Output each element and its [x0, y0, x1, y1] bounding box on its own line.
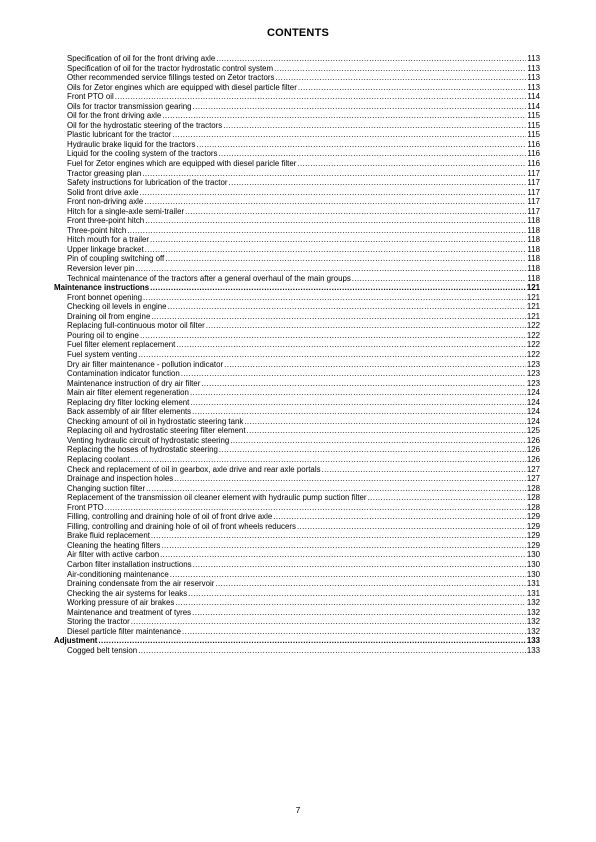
- dot-leader: [151, 312, 525, 322]
- toc-entry-page: 117: [527, 197, 540, 207]
- dot-leader: [192, 608, 526, 618]
- toc-entry[interactable]: [54, 627, 540, 637]
- toc-section-entry[interactable]: [54, 636, 540, 646]
- dot-leader: [142, 169, 526, 179]
- toc-entry[interactable]: [54, 608, 540, 618]
- toc-entry-page: 118: [527, 216, 540, 226]
- toc-entry[interactable]: [54, 579, 540, 589]
- dot-leader: [275, 73, 526, 83]
- toc-entry-title: Fuel for Zetor engines which are equipped with diesel paricle filter: [67, 159, 297, 169]
- dot-leader: [150, 283, 526, 293]
- toc-entry[interactable]: [54, 379, 540, 389]
- toc-entry-title: Hitch mouth for a trailer: [67, 235, 150, 245]
- toc-entry-title: Oil for the front driving axle: [67, 111, 162, 121]
- dot-leader: [140, 188, 527, 198]
- table-of-contents: [54, 54, 540, 655]
- toc-entry-title: Checking oil levels in engine: [67, 302, 167, 312]
- dot-leader: [298, 83, 527, 93]
- toc-entry-title: Other recommended service fillings tested on Zetor tractors: [67, 73, 275, 83]
- dot-leader: [150, 235, 526, 245]
- toc-entry[interactable]: [54, 197, 540, 207]
- toc-entry[interactable]: [54, 465, 540, 475]
- dot-leader: [170, 570, 526, 580]
- dot-leader: [297, 159, 526, 169]
- toc-entry[interactable]: [54, 407, 540, 417]
- toc-entry-title: Main air filter element regeneration: [67, 388, 189, 398]
- toc-entry-title: Checking the air systems for leaks: [67, 588, 188, 598]
- dot-leader: [161, 541, 525, 551]
- toc-entry-title: Replacement of the transmission oil cleaner element with hydraulic pump suction filter: [67, 493, 367, 503]
- toc-entry-page: 114: [527, 101, 540, 111]
- toc-entry-page: 122: [526, 330, 540, 340]
- toc-entry-page: 116: [527, 149, 540, 159]
- toc-entry-page: 121: [526, 283, 540, 293]
- toc-entry-page: 118: [527, 235, 540, 245]
- toc-entry[interactable]: [54, 111, 540, 121]
- dot-leader: [165, 254, 526, 264]
- toc-entry-page: 132: [526, 617, 540, 627]
- toc-entry-page: 116: [527, 139, 540, 149]
- toc-entry-title: Dry air filter maintenance - pollution indicator: [67, 359, 224, 369]
- toc-entry[interactable]: [54, 293, 540, 303]
- dot-leader: [352, 274, 527, 284]
- dot-leader: [145, 245, 527, 255]
- dot-leader: [127, 226, 526, 236]
- toc-entry[interactable]: [54, 312, 540, 322]
- dot-leader: [145, 216, 526, 226]
- toc-entry[interactable]: [54, 207, 540, 217]
- toc-entry-page: 121: [526, 302, 540, 312]
- toc-entry-title: Fuel filter element replacement: [67, 340, 176, 350]
- toc-entry[interactable]: [54, 560, 540, 570]
- toc-entry-page: 118: [527, 225, 540, 235]
- dot-leader: [138, 350, 526, 360]
- toc-entry[interactable]: [54, 388, 540, 398]
- toc-entry-page: 113: [527, 63, 540, 73]
- toc-entry[interactable]: [54, 570, 540, 580]
- dot-leader: [98, 636, 525, 646]
- toc-entry-title: Solid front drive axle: [67, 187, 139, 197]
- toc-entry-title: Fuel system venting: [67, 349, 138, 359]
- dot-leader: [175, 598, 526, 608]
- dot-leader: [193, 560, 526, 570]
- toc-entry-title: Checking amount of oil in hydrostatic steering tank: [67, 416, 244, 426]
- toc-entry-page: 130: [526, 569, 540, 579]
- toc-entry-title: Filling, controlling and draining hole of oil of front drive axle: [67, 512, 273, 522]
- toc-entry[interactable]: [54, 149, 540, 159]
- toc-entry-page: 128: [526, 502, 540, 512]
- toc-entry-title: Replacing dry filter locking element: [67, 397, 190, 407]
- toc-entry-page: 126: [526, 454, 540, 464]
- toc-entry-title: Front bonnet opening: [67, 292, 143, 302]
- toc-entry-page: 115: [527, 111, 540, 121]
- toc-entry[interactable]: [54, 321, 540, 331]
- toc-entry-page: 113: [527, 54, 540, 63]
- dot-leader: [185, 207, 526, 217]
- toc-entry-title: Oils for tractor transmission gearing: [67, 101, 192, 111]
- dot-leader: [193, 102, 527, 112]
- toc-entry-title: Front PTO: [67, 502, 104, 512]
- toc-entry[interactable]: [54, 445, 540, 455]
- toc-entry-page: 118: [527, 244, 540, 254]
- toc-entry-title: Maintenance instruction of dry air filter: [67, 378, 201, 388]
- toc-entry-page: 133: [526, 636, 540, 646]
- toc-entry[interactable]: [54, 245, 540, 255]
- dot-leader: [115, 92, 527, 102]
- toc-entry-page: 115: [527, 130, 540, 140]
- toc-entry[interactable]: [54, 550, 540, 560]
- dot-leader: [174, 474, 526, 484]
- toc-entry-title: Specification of oil for the tractor hydrostatic control system: [67, 63, 274, 73]
- toc-entry-page: 117: [527, 168, 540, 178]
- dot-leader: [176, 340, 526, 350]
- dot-leader: [197, 140, 527, 150]
- dot-leader: [168, 302, 526, 312]
- toc-entry-page: 128: [526, 483, 540, 493]
- toc-entry-title: Front three-point hitch: [67, 216, 145, 226]
- toc-entry-page: 132: [526, 598, 540, 608]
- toc-entry[interactable]: [54, 512, 540, 522]
- toc-entry-page: 115: [527, 120, 540, 130]
- toc-entry-title: Filling, controlling and draining hole of oil of front wheels reducers: [67, 521, 296, 531]
- toc-entry-title: Front non-driving axle: [67, 197, 144, 207]
- toc-entry[interactable]: [54, 493, 540, 503]
- dot-leader: [223, 121, 526, 131]
- dot-leader: [297, 522, 526, 532]
- toc-entry[interactable]: [54, 541, 540, 551]
- toc-entry-title: Back assembly of air filter elements: [67, 407, 192, 417]
- toc-entry-page: 122: [526, 321, 540, 331]
- toc-entry-page: 132: [526, 607, 540, 617]
- dot-leader: [206, 321, 526, 331]
- page-number: 7: [295, 805, 301, 815]
- dot-leader: [229, 178, 527, 188]
- dot-leader: [273, 512, 526, 522]
- toc-entry[interactable]: [54, 274, 540, 284]
- dot-leader: [146, 484, 526, 494]
- toc-entry[interactable]: [54, 169, 540, 179]
- dot-leader: [131, 455, 526, 465]
- dot-leader: [192, 407, 526, 417]
- dot-leader: [244, 417, 526, 427]
- toc-entry[interactable]: [54, 130, 540, 140]
- toc-entry-page: 131: [526, 579, 540, 589]
- toc-entry[interactable]: [54, 64, 540, 74]
- toc-entry-page: 121: [526, 292, 540, 302]
- toc-entry-title: Pouring oil to engine: [67, 330, 139, 340]
- toc-entry-title: Replacing coolant: [67, 454, 130, 464]
- toc-entry-title: Replacing the hoses of hydrostatic steering: [67, 445, 218, 455]
- toc-entry-title: Draining condensate from the air reservoir: [67, 579, 215, 589]
- dot-leader: [219, 445, 526, 455]
- toc-entry[interactable]: [54, 360, 540, 370]
- toc-entry-page: 114: [527, 92, 540, 102]
- dot-leader: [131, 617, 526, 627]
- toc-entry-title: Oil for the hydrostatic steering of the tractors: [67, 120, 223, 130]
- toc-entry[interactable]: [54, 426, 540, 436]
- toc-entry-page: 127: [526, 464, 540, 474]
- toc-entry-title: Specification of oil for the front driving axle: [67, 54, 216, 63]
- toc-entry-page: 118: [527, 254, 540, 264]
- dot-leader: [218, 149, 526, 159]
- toc-entry-page: 117: [527, 187, 540, 197]
- toc-entry-title: Upper linkage bracket: [67, 244, 144, 254]
- toc-entry[interactable]: [54, 369, 540, 379]
- toc-entry[interactable]: [54, 102, 540, 112]
- toc-entry-page: 133: [526, 645, 540, 655]
- toc-entry-page: 122: [526, 349, 540, 359]
- toc-entry-title: Reversion lever pin: [67, 264, 135, 274]
- toc-entry[interactable]: [54, 178, 540, 188]
- toc-entry-title: Contamination indicator function: [67, 369, 180, 379]
- toc-entry-title: Cogged belt tension: [67, 645, 138, 655]
- toc-entry-page: 129: [526, 521, 540, 531]
- toc-entry-page: 116: [527, 159, 540, 169]
- toc-entry-page: 124: [526, 397, 540, 407]
- dot-leader: [144, 197, 526, 207]
- dot-leader: [247, 426, 526, 436]
- dot-leader: [143, 293, 526, 303]
- toc-entry-title: Adjustment: [54, 636, 98, 646]
- toc-entry[interactable]: [54, 598, 540, 608]
- toc-entry[interactable]: [54, 522, 540, 532]
- toc-entry-title: Technical maintenance of the tractors after a general overhaul of the main groups: [67, 273, 351, 283]
- toc-entry-title: Drainage and inspection holes: [67, 474, 174, 484]
- toc-entry-page: 118: [527, 273, 540, 283]
- toc-entry[interactable]: [54, 589, 540, 599]
- toc-section-entry[interactable]: [54, 283, 540, 293]
- toc-entry-title: Oils for Zetor engines which are equipped with diesel particle filter: [67, 82, 297, 92]
- toc-entry-title: Air-conditioning maintenance: [67, 569, 169, 579]
- toc-entry[interactable]: [54, 331, 540, 341]
- toc-entry-title: Replacing oil and hydrostatic steering filter element: [67, 426, 246, 436]
- toc-entry-page: 129: [526, 512, 540, 522]
- toc-entry-title: Maintenance instructions: [54, 283, 150, 293]
- toc-entry-title: Draining oil from engine: [67, 311, 151, 321]
- dot-leader: [140, 331, 526, 341]
- dot-leader: [215, 579, 525, 589]
- toc-entry[interactable]: [54, 646, 540, 656]
- toc-entry-page: 123: [526, 378, 540, 388]
- toc-entry[interactable]: [54, 617, 540, 627]
- dot-leader: [216, 54, 526, 64]
- dot-leader: [181, 369, 526, 379]
- toc-entry-page: 122: [526, 340, 540, 350]
- toc-entry[interactable]: [54, 121, 540, 131]
- toc-entry-page: 125: [526, 426, 540, 436]
- dot-leader: [224, 360, 526, 370]
- toc-entry[interactable]: [54, 350, 540, 360]
- toc-entry[interactable]: [54, 188, 540, 198]
- toc-entry-page: 129: [526, 540, 540, 550]
- page-title: CONTENTS: [266, 27, 330, 39]
- toc-entry[interactable]: [54, 83, 540, 93]
- toc-entry[interactable]: [54, 254, 540, 264]
- toc-entry-title: Working pressure of air brakes: [67, 598, 175, 608]
- toc-entry[interactable]: [54, 398, 540, 408]
- toc-entry[interactable]: [54, 531, 540, 541]
- toc-entry-page: 124: [526, 416, 540, 426]
- dot-leader: [136, 264, 527, 274]
- toc-entry[interactable]: [54, 54, 540, 64]
- toc-entry-title: Liquid for the cooling system of the tractors: [67, 149, 218, 159]
- dot-leader: [201, 379, 526, 389]
- toc-entry-title: Three-point hitch: [67, 225, 127, 235]
- toc-entry[interactable]: [54, 92, 540, 102]
- toc-entry-title: Plastic lubricant for the tractor: [67, 130, 172, 140]
- toc-entry-title: Safety instructions for lubrication of the tractor: [67, 178, 228, 188]
- toc-entry-page: 124: [526, 407, 540, 417]
- toc-entry-title: Pin of coupling switching off: [67, 254, 165, 264]
- toc-entry[interactable]: [54, 216, 540, 226]
- toc-entry[interactable]: [54, 302, 540, 312]
- dot-leader: [368, 493, 526, 503]
- toc-entry-page: 127: [526, 474, 540, 484]
- dot-leader: [190, 398, 525, 408]
- toc-entry-page: 118: [527, 264, 540, 274]
- toc-entry-title: Replacing full-continuous motor oil filter: [67, 321, 205, 331]
- dot-leader: [182, 627, 526, 637]
- toc-entry[interactable]: [54, 417, 540, 427]
- toc-entry[interactable]: [54, 503, 540, 513]
- dot-leader: [322, 465, 526, 475]
- toc-entry[interactable]: [54, 140, 540, 150]
- toc-entry-page: 113: [527, 82, 540, 92]
- toc-entry[interactable]: [54, 159, 540, 169]
- toc-entry-title: Storing the tractor: [67, 617, 130, 627]
- toc-entry-title: Diesel particle filter maintenance: [67, 626, 182, 636]
- dot-leader: [105, 503, 526, 513]
- toc-entry[interactable]: [54, 264, 540, 274]
- toc-entry[interactable]: [54, 340, 540, 350]
- toc-entry-page: 128: [526, 493, 540, 503]
- toc-entry[interactable]: [54, 226, 540, 236]
- toc-entry-page: 123: [526, 369, 540, 379]
- toc-entry[interactable]: [54, 436, 540, 446]
- dot-leader: [162, 111, 526, 121]
- toc-entry-page: 126: [526, 445, 540, 455]
- toc-entry[interactable]: [54, 484, 540, 494]
- dot-leader: [274, 64, 526, 74]
- dot-leader: [151, 531, 526, 541]
- toc-entry-page: 130: [526, 550, 540, 560]
- toc-entry-title: Changing suction filter: [67, 483, 146, 493]
- toc-entry[interactable]: [54, 235, 540, 245]
- toc-entry[interactable]: [54, 455, 540, 465]
- dot-leader: [230, 436, 526, 446]
- toc-entry-page: 121: [526, 311, 540, 321]
- toc-entry-title: Carbon filter installation instructions: [67, 559, 192, 569]
- toc-entry-page: 129: [526, 531, 540, 541]
- dot-leader: [190, 388, 526, 398]
- toc-entry[interactable]: [54, 73, 540, 83]
- toc-entry-title: Brake fluid replacement: [67, 531, 150, 541]
- toc-entry-title: Air filter with active carbon: [67, 550, 160, 560]
- toc-entry[interactable]: [54, 474, 540, 484]
- toc-entry-page: 117: [527, 206, 540, 216]
- toc-entry-title: Venting hydraulic circuit of hydrostatic steering: [67, 435, 230, 445]
- dot-leader: [160, 550, 526, 560]
- toc-entry-page: 113: [527, 73, 540, 83]
- toc-entry-title: Front PTO oil: [67, 92, 114, 102]
- toc-entry-title: Maintenance and treatment of tyres: [67, 607, 192, 617]
- toc-entry-title: Cleaning the heating filters: [67, 540, 161, 550]
- dot-leader: [172, 130, 526, 140]
- toc-entry-page: 124: [526, 388, 540, 398]
- dot-leader: [138, 646, 526, 656]
- dot-leader: [188, 589, 526, 599]
- toc-entry-title: Check and replacement of oil in gearbox, axle drive and rear axle portals: [67, 464, 321, 474]
- toc-entry-title: Hydraulic brake liquid for the tractors: [67, 139, 196, 149]
- toc-entry-title: Tractor greasing plan: [67, 168, 142, 178]
- toc-entry-page: 130: [526, 559, 540, 569]
- toc-entry-page: 117: [527, 178, 540, 188]
- toc-entry-page: 131: [526, 588, 540, 598]
- toc-entry-page: 132: [526, 626, 540, 636]
- toc-entry-title: Hitch for a single-axle semi-trailer: [67, 206, 185, 216]
- toc-entry-page: 126: [526, 435, 540, 445]
- toc-entry-page: 123: [526, 359, 540, 369]
